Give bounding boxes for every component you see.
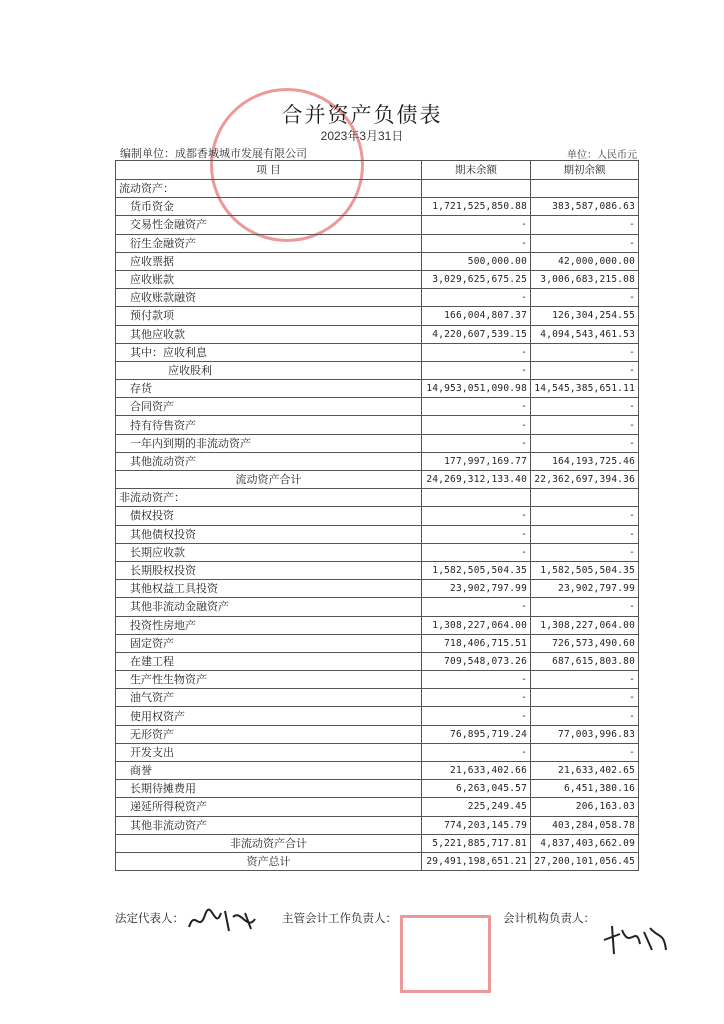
row-label: 生产性生物资产 — [116, 671, 422, 689]
end-balance-cell: - — [422, 598, 531, 616]
begin-balance-cell — [531, 489, 639, 507]
begin-balance-cell: 22,362,697,394.36 — [531, 471, 639, 489]
row-label: 其他权益工具投资 — [116, 580, 422, 598]
table-row — [116, 216, 639, 234]
end-balance-cell: - — [422, 289, 531, 307]
begin-balance-cell: 164,193,725.46 — [531, 452, 639, 470]
end-balance-cell: - — [422, 361, 531, 379]
table-row — [116, 198, 639, 216]
row-label: 投资性房地产 — [116, 616, 422, 634]
table-row — [116, 834, 639, 852]
table-row — [116, 471, 639, 489]
row-label: 其他流动资产 — [116, 452, 422, 470]
legal-representative-label: 法定代表人： — [115, 911, 184, 925]
table-row — [116, 743, 639, 761]
table-row — [116, 234, 639, 252]
row-label: 流动资产： — [116, 180, 422, 198]
row-label: 其他应收款 — [116, 325, 422, 343]
begin-balance-cell: - — [531, 743, 639, 761]
row-label: 货币资金 — [116, 198, 422, 216]
end-balance-cell: 76,895,719.24 — [422, 725, 531, 743]
row-label: 债权投资 — [116, 507, 422, 525]
end-balance-cell: 709,548,073.26 — [422, 652, 531, 670]
table-row — [116, 252, 639, 270]
begin-balance-cell: - — [531, 543, 639, 561]
signature-accounting-head — [600, 920, 670, 960]
end-balance-cell: 718,406,715.51 — [422, 634, 531, 652]
begin-balance-cell: 687,615,803.80 — [531, 652, 639, 670]
end-balance-cell: 24,269,312,133.40 — [422, 471, 531, 489]
header-begin-balance: 期初余额 — [531, 161, 639, 180]
end-balance-cell: - — [422, 434, 531, 452]
table-row — [116, 852, 639, 870]
end-balance-cell: 177,997,169.77 — [422, 452, 531, 470]
preparing-entity: 编制单位：成都香城城市发展有限公司 — [120, 147, 307, 160]
row-label: 交易性金融资产 — [116, 216, 422, 234]
table-row — [116, 725, 639, 743]
row-label: 油气资产 — [116, 689, 422, 707]
table-row — [116, 361, 639, 379]
end-balance-cell: - — [422, 216, 531, 234]
end-balance-cell: 6,263,045.57 — [422, 780, 531, 798]
page-title: 合并资产负债表 — [281, 103, 443, 127]
begin-balance-cell: - — [531, 707, 639, 725]
row-label: 商誉 — [116, 762, 422, 780]
begin-balance-cell: - — [531, 507, 639, 525]
row-label: 应收账款 — [116, 270, 422, 288]
row-label: 固定资产 — [116, 634, 422, 652]
header-item: 项 目 — [116, 161, 422, 180]
row-label: 预付款项 — [116, 307, 422, 325]
table-row — [116, 270, 639, 288]
table-row — [116, 798, 639, 816]
begin-balance-cell: - — [531, 289, 639, 307]
begin-balance-cell: 21,633,402.65 — [531, 762, 639, 780]
row-label: 其他非流动资产 — [116, 816, 422, 834]
row-label: 长期应收款 — [116, 543, 422, 561]
row-label: 长期股权投资 — [116, 561, 422, 579]
begin-balance-cell: - — [531, 416, 639, 434]
begin-balance-cell: 726,573,490.60 — [531, 634, 639, 652]
end-balance-cell: 21,633,402.66 — [422, 762, 531, 780]
begin-balance-cell: - — [531, 216, 639, 234]
header-end-balance: 期末余额 — [422, 161, 531, 180]
row-label: 应收股利 — [116, 361, 422, 379]
row-label: 持有待售资产 — [116, 416, 422, 434]
begin-balance-cell: 23,902,797.99 — [531, 580, 639, 598]
end-balance-cell: - — [422, 543, 531, 561]
table-row — [116, 561, 639, 579]
begin-balance-cell: - — [531, 671, 639, 689]
signature-legal-rep — [185, 905, 265, 935]
row-label: 使用权资产 — [116, 707, 422, 725]
row-label: 资产总计 — [116, 852, 422, 870]
table-row — [116, 598, 639, 616]
table-row — [116, 307, 639, 325]
end-balance-cell: - — [422, 689, 531, 707]
end-balance-cell: 5,221,885,717.81 — [422, 834, 531, 852]
begin-balance-cell — [531, 180, 639, 198]
row-label: 长期待摊费用 — [116, 780, 422, 798]
table-row — [116, 489, 639, 507]
end-balance-cell: - — [422, 671, 531, 689]
table-header — [116, 161, 639, 180]
table-row — [116, 780, 639, 798]
end-balance-cell: - — [422, 507, 531, 525]
begin-balance-cell: 206,163.03 — [531, 798, 639, 816]
begin-balance-cell: - — [531, 234, 639, 252]
begin-balance-cell: - — [531, 361, 639, 379]
begin-balance-cell: 126,304,254.55 — [531, 307, 639, 325]
end-balance-cell — [422, 489, 531, 507]
begin-balance-cell: 1,308,227,064.00 — [531, 616, 639, 634]
begin-balance-cell: 27,200,101,056.45 — [531, 852, 639, 870]
table-row — [116, 762, 639, 780]
table-row — [116, 416, 639, 434]
currency-unit: 单位：人民币元 — [567, 150, 637, 161]
balance-sheet-table — [115, 160, 639, 871]
table-row — [116, 816, 639, 834]
table-row — [116, 343, 639, 361]
end-balance-cell: 23,902,797.99 — [422, 580, 531, 598]
end-balance-cell: 14,953,051,090.98 — [422, 380, 531, 398]
row-label: 合同资产 — [116, 398, 422, 416]
accounting-head-label: 会计机构负责人： — [503, 911, 595, 925]
row-label: 其他债权投资 — [116, 525, 422, 543]
end-balance-cell: 1,582,505,504.35 — [422, 561, 531, 579]
table-row — [116, 580, 639, 598]
table-row — [116, 616, 639, 634]
end-balance-cell: - — [422, 398, 531, 416]
begin-balance-cell: 4,837,403,662.09 — [531, 834, 639, 852]
end-balance-cell: 1,308,227,064.00 — [422, 616, 531, 634]
row-label: 非流动资产合计 — [116, 834, 422, 852]
end-balance-cell: 29,491,198,651.21 — [422, 852, 531, 870]
table-row — [116, 707, 639, 725]
begin-balance-cell: 42,000,000.00 — [531, 252, 639, 270]
end-balance-cell: - — [422, 525, 531, 543]
begin-balance-cell: 3,006,683,215.08 — [531, 270, 639, 288]
begin-balance-cell: 77,003,996.83 — [531, 725, 639, 743]
end-balance-cell: - — [422, 416, 531, 434]
end-balance-cell: 774,203,145.79 — [422, 816, 531, 834]
row-label: 递延所得税资产 — [116, 798, 422, 816]
row-label: 开发支出 — [116, 743, 422, 761]
table-row — [116, 180, 639, 198]
begin-balance-cell: - — [531, 343, 639, 361]
begin-balance-cell: 14,545,385,651.11 — [531, 380, 639, 398]
table-row — [116, 525, 639, 543]
chief-accountant-label: 主管会计工作负责人： — [282, 911, 397, 925]
begin-balance-cell: - — [531, 598, 639, 616]
row-label: 一年内到期的非流动资产 — [116, 434, 422, 452]
begin-balance-cell: 403,284,058.78 — [531, 816, 639, 834]
table-row — [116, 689, 639, 707]
row-label: 衍生金融资产 — [116, 234, 422, 252]
end-balance-cell: 1,721,525,850.88 — [422, 198, 531, 216]
end-balance-cell: - — [422, 343, 531, 361]
row-label: 其他非流动金融资产 — [116, 598, 422, 616]
begin-balance-cell: 1,582,505,504.35 — [531, 561, 639, 579]
end-balance-cell: 225,249.45 — [422, 798, 531, 816]
end-balance-cell: 500,000.00 — [422, 252, 531, 270]
table-row — [116, 507, 639, 525]
begin-balance-cell: - — [531, 434, 639, 452]
row-label: 非流动资产： — [116, 489, 422, 507]
table-row — [116, 671, 639, 689]
row-label: 其中：应收利息 — [116, 343, 422, 361]
table-row — [116, 380, 639, 398]
report-date: 2023年3月31日 — [320, 129, 404, 143]
row-label: 在建工程 — [116, 652, 422, 670]
begin-balance-cell: - — [531, 398, 639, 416]
row-label: 流动资产合计 — [116, 471, 422, 489]
end-balance-cell: 166,004,807.37 — [422, 307, 531, 325]
begin-balance-cell: 383,587,086.63 — [531, 198, 639, 216]
table-row — [116, 634, 639, 652]
begin-balance-cell: - — [531, 525, 639, 543]
table-row — [116, 325, 639, 343]
end-balance-cell — [422, 180, 531, 198]
table-row — [116, 452, 639, 470]
row-label: 无形资产 — [116, 725, 422, 743]
begin-balance-cell: 4,094,543,461.53 — [531, 325, 639, 343]
table-row — [116, 434, 639, 452]
end-balance-cell: - — [422, 743, 531, 761]
begin-balance-cell: - — [531, 689, 639, 707]
row-label: 应收票据 — [116, 252, 422, 270]
table-row — [116, 289, 639, 307]
personal-seal — [400, 915, 491, 993]
end-balance-cell: 3,029,625,675.25 — [422, 270, 531, 288]
end-balance-cell: - — [422, 234, 531, 252]
table-row — [116, 398, 639, 416]
table-row — [116, 652, 639, 670]
begin-balance-cell: 6,451,380.16 — [531, 780, 639, 798]
end-balance-cell: - — [422, 707, 531, 725]
row-label: 应收账款融资 — [116, 289, 422, 307]
end-balance-cell: 4,220,607,539.15 — [422, 325, 531, 343]
table-row — [116, 543, 639, 561]
row-label: 存货 — [116, 380, 422, 398]
